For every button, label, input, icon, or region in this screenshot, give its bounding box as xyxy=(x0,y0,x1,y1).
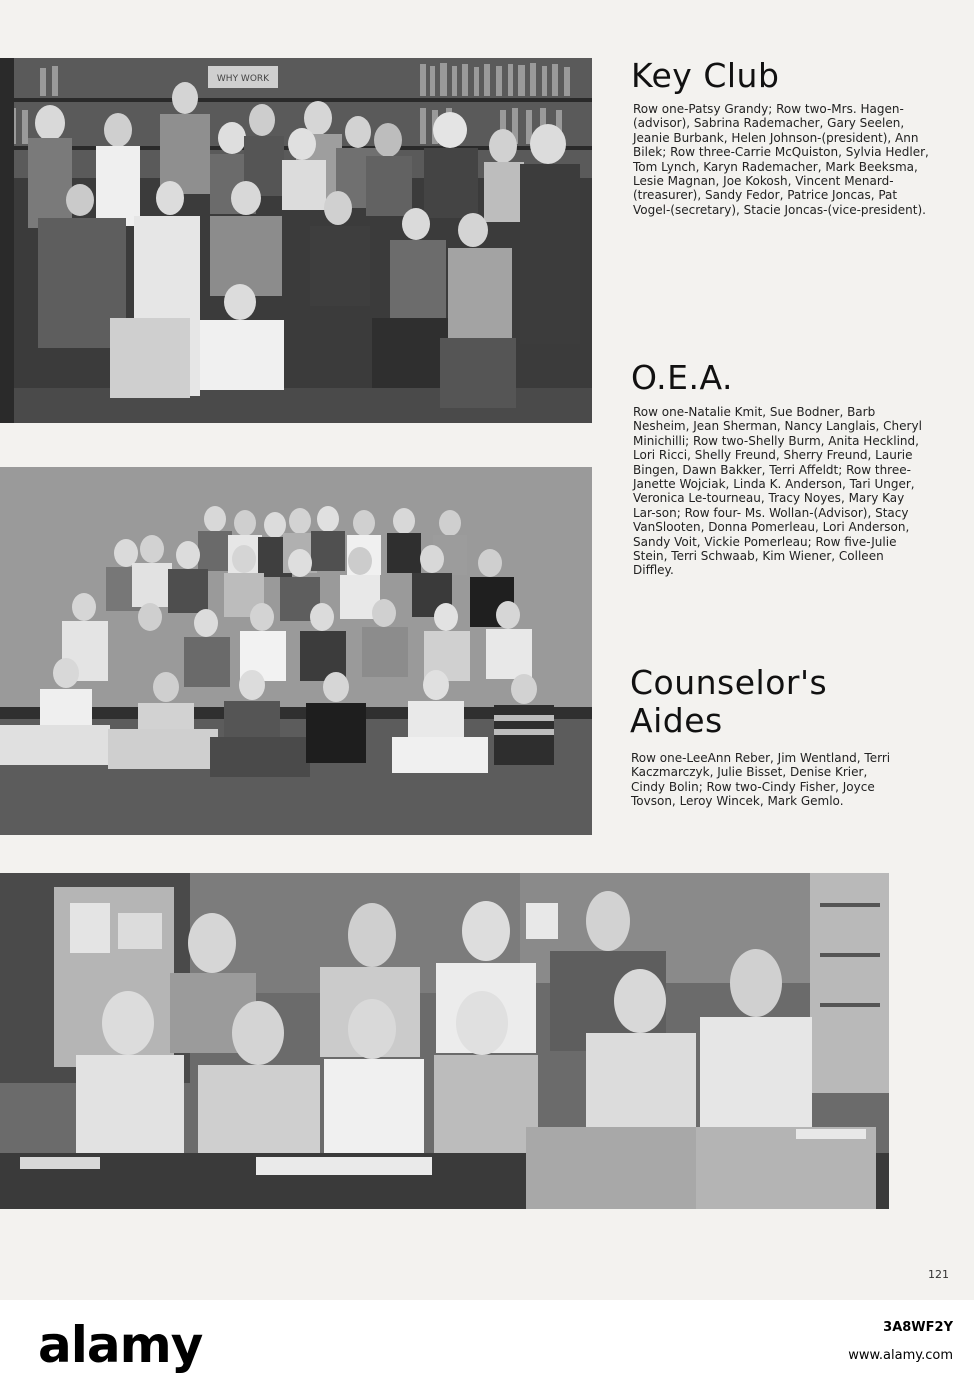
oea-heading: O.E.A. xyxy=(631,358,733,397)
image-id: 3A8WF2Y xyxy=(883,1320,953,1335)
page-number: 121 xyxy=(928,1268,949,1281)
counselors-aides-photo xyxy=(0,873,889,1209)
stock-url: www.alamy.com xyxy=(848,1348,953,1363)
watermark-banner xyxy=(0,1300,974,1390)
key-club-heading: Key Club xyxy=(631,56,780,95)
counselors-aides-caption: Row one-LeeAnn Reber, Jim Wentland, Terri Kaczmarczyk, Julie Bisset, Denise Krier, Cindy Bolin; Row two-Cindy Fisher, Joyce Tovson, Leroy Wincek, Mark Gemlo. xyxy=(631,751,891,809)
counselors-aides-heading: Counselor's Aides xyxy=(630,663,828,740)
oea-caption: Row one-Natalie Kmit, Sue Bodner, Barb Nesheim, Jean Sherman, Nancy Langlais, Cheryl Minichilli; Row two-Shelly Burm, Anita Hecklind, Lori Ricci, Shelly Freund, Sherry Freund, Laurie Bingen, Dawn Bakker, Terri Affeldt; Row three- Janette Wojciak, Linda K. Anderson, Tari Unger, Veronica Le-tourneau, Tracy Noyes, Mary Kay Lar-son; Row four- Ms. Wollan-(Advisor), Stacy VanSlooten, Donna Pomerleau, Lori Anderson, Sandy Voit, Vickie Pomerleau; Row five-Julie Stein, Terri Schwaab, Kim Wiener, Colleen Diffley. xyxy=(633,405,922,578)
key-club-caption: Row one-Patsy Grandy; Row two-Mrs. Hagen-(advisor), Sabrina Rademacher, Gary Seelen, Jeanie Burbank, Helen Johnson-(president), Ann Bilek; Row three-Carrie McQuiston, Sylvia Hedler, Tom Lynch, Karyn Rademacher, Mark Beeksma, Lesie Magnan, Joe Kokosh, Vincent Menard-(treasurer), Sandy Fedor, Patrice Joncas, Pat Vogel-(secretary), Stacie Joncas-(vice-president). xyxy=(633,102,929,217)
key-club-photo xyxy=(0,58,592,423)
stock-logo: alamy xyxy=(38,1316,203,1374)
bookshelf-sign-text: WHY WORK xyxy=(216,74,270,84)
oea-photo xyxy=(0,467,592,835)
